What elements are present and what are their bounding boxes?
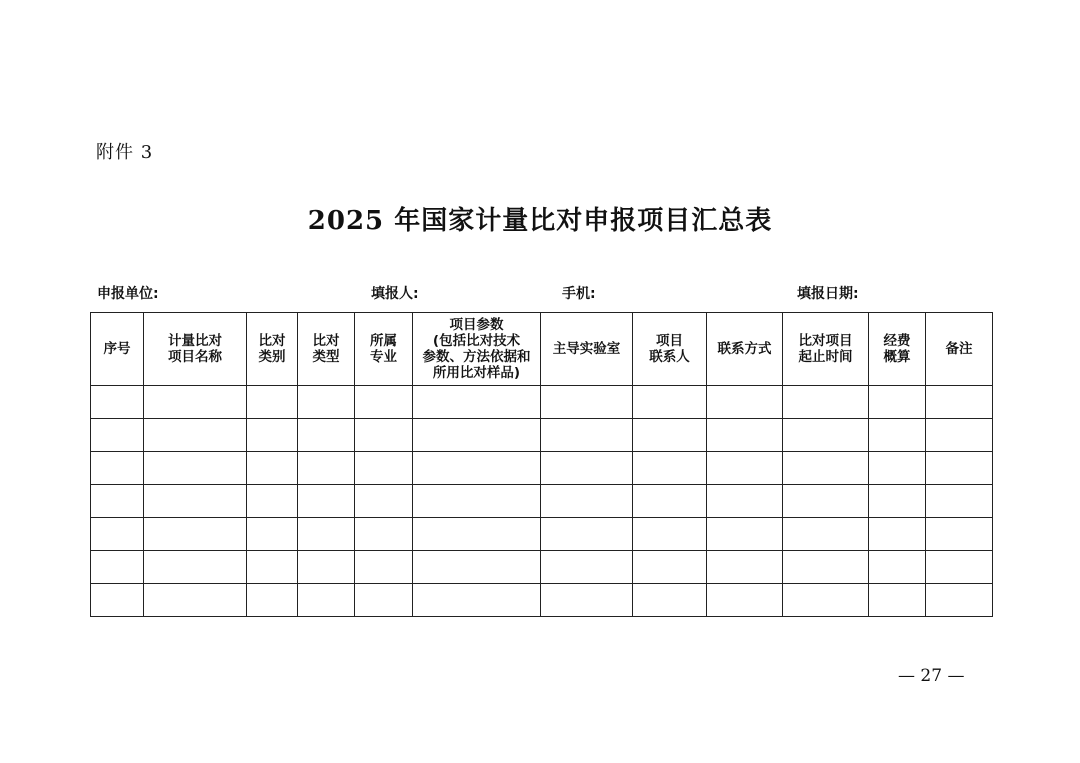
date-label: 填报日期:	[797, 286, 859, 302]
table-cell	[247, 485, 298, 518]
column-header-line: 序号	[103, 341, 131, 357]
table-cell	[413, 419, 541, 452]
column-header	[869, 313, 926, 386]
column-header-line: 联系方式	[717, 341, 772, 357]
filler-label: 填报人:	[371, 286, 419, 302]
table-cell	[91, 518, 144, 551]
column-header-line: 主导实验室	[552, 341, 621, 357]
column-header	[413, 313, 541, 386]
table-cell	[144, 551, 247, 584]
table-cell	[633, 584, 707, 617]
column-header	[355, 313, 413, 386]
table-cell	[355, 452, 413, 485]
column-header	[247, 313, 298, 386]
column-header-line: (包括比对技术	[432, 333, 521, 349]
table-cell	[707, 452, 783, 485]
column-header-line: 经费	[883, 333, 911, 349]
table-row	[91, 551, 993, 584]
table-cell	[783, 452, 869, 485]
column-header	[144, 313, 247, 386]
document-title: 2025 年国家计量比对申报项目汇总表	[307, 206, 773, 236]
table-cell	[633, 386, 707, 419]
column-header	[633, 313, 707, 386]
table-cell	[633, 452, 707, 485]
table-cell	[355, 485, 413, 518]
table-cell	[247, 386, 298, 419]
table-cell	[869, 419, 926, 452]
table-cell	[926, 584, 993, 617]
table-cell	[144, 386, 247, 419]
table-cell	[869, 518, 926, 551]
column-header-line: 所属	[370, 333, 397, 349]
table-cell	[91, 485, 144, 518]
column-header-line: 比对	[258, 333, 286, 349]
form-header-fields	[0, 283, 1080, 303]
table-cell	[413, 386, 541, 419]
table-cell	[707, 485, 783, 518]
column-header-line: 专业	[370, 349, 397, 365]
table-header-row	[91, 313, 993, 386]
column-header-line: 项目参数	[449, 317, 504, 333]
table-cell	[541, 419, 633, 452]
table-cell	[783, 518, 869, 551]
table-cell	[91, 452, 144, 485]
table-cell	[783, 386, 869, 419]
table-cell	[541, 386, 633, 419]
table-cell	[247, 452, 298, 485]
table-cell	[783, 419, 869, 452]
table-cell	[707, 518, 783, 551]
table-cell	[926, 386, 993, 419]
table-cell	[298, 551, 355, 584]
column-header-line: 类型	[312, 349, 340, 365]
table-cell	[541, 452, 633, 485]
table-row	[91, 386, 993, 419]
table-cell	[869, 452, 926, 485]
table-cell	[413, 485, 541, 518]
column-header-line: 起止时间	[798, 349, 853, 365]
table-cell	[413, 452, 541, 485]
unit-label: 申报单位:	[97, 286, 159, 302]
table-cell	[298, 419, 355, 452]
column-header	[783, 313, 869, 386]
table-row	[91, 419, 993, 452]
table-cell	[298, 518, 355, 551]
table-cell	[355, 551, 413, 584]
table-cell	[298, 485, 355, 518]
table-cell	[707, 584, 783, 617]
table-cell	[247, 419, 298, 452]
attachment-label: 附件 3	[96, 142, 154, 163]
table-cell	[541, 551, 633, 584]
table-cell	[355, 584, 413, 617]
column-header	[541, 313, 633, 386]
table-cell	[144, 584, 247, 617]
table-cell	[413, 551, 541, 584]
table-cell	[144, 518, 247, 551]
table-cell	[298, 584, 355, 617]
table-cell	[144, 419, 247, 452]
table-cell	[926, 518, 993, 551]
table-cell	[355, 419, 413, 452]
table-cell	[541, 518, 633, 551]
column-header-line: 比对	[312, 333, 340, 349]
column-header-line: 联系人	[649, 349, 690, 365]
table-cell	[355, 386, 413, 419]
table-cell	[633, 551, 707, 584]
table-cell	[91, 419, 144, 452]
table-cell	[413, 584, 541, 617]
table-row	[91, 485, 993, 518]
table-cell	[783, 584, 869, 617]
column-header	[707, 313, 783, 386]
table-cell	[926, 551, 993, 584]
column-header-line: 比对项目	[798, 333, 853, 349]
table-cell	[413, 518, 541, 551]
column-header-line: 参数、方法依据和	[422, 349, 531, 365]
summary-table	[90, 312, 993, 617]
table-cell	[355, 518, 413, 551]
table-cell	[247, 518, 298, 551]
table-cell	[869, 485, 926, 518]
table-cell	[144, 485, 247, 518]
table-cell	[869, 551, 926, 584]
table-cell	[247, 584, 298, 617]
column-header-line: 概算	[883, 349, 911, 365]
table-cell	[783, 551, 869, 584]
column-header	[298, 313, 355, 386]
phone-label: 手机:	[562, 286, 596, 302]
column-header	[926, 313, 993, 386]
table-cell	[541, 584, 633, 617]
table-cell	[247, 551, 298, 584]
table-body	[91, 386, 993, 617]
column-header-line: 项目名称	[168, 349, 222, 365]
table-cell	[707, 386, 783, 419]
summary-table-container	[90, 312, 993, 617]
table-cell	[926, 419, 993, 452]
column-header	[91, 313, 144, 386]
table-cell	[91, 584, 144, 617]
table-cell	[633, 485, 707, 518]
table-cell	[298, 386, 355, 419]
column-header-line: 所用比对样品)	[432, 365, 521, 381]
table-cell	[91, 386, 144, 419]
table-cell	[707, 419, 783, 452]
table-cell	[144, 452, 247, 485]
column-header-line: 类别	[258, 349, 286, 365]
column-header-line: 备注	[945, 341, 973, 357]
table-cell	[298, 452, 355, 485]
table-row	[91, 518, 993, 551]
table-cell	[926, 452, 993, 485]
table-cell	[869, 386, 926, 419]
table-cell	[869, 584, 926, 617]
table-cell	[633, 419, 707, 452]
table-row	[91, 452, 993, 485]
table-cell	[783, 485, 869, 518]
table-cell	[926, 485, 993, 518]
column-header-line: 项目	[656, 333, 683, 349]
column-header-line: 计量比对	[168, 333, 222, 349]
page-number: — 27 —	[898, 666, 965, 686]
table-cell	[91, 551, 144, 584]
table-cell	[707, 551, 783, 584]
table-cell	[633, 518, 707, 551]
table-cell	[541, 485, 633, 518]
table-row	[91, 584, 993, 617]
